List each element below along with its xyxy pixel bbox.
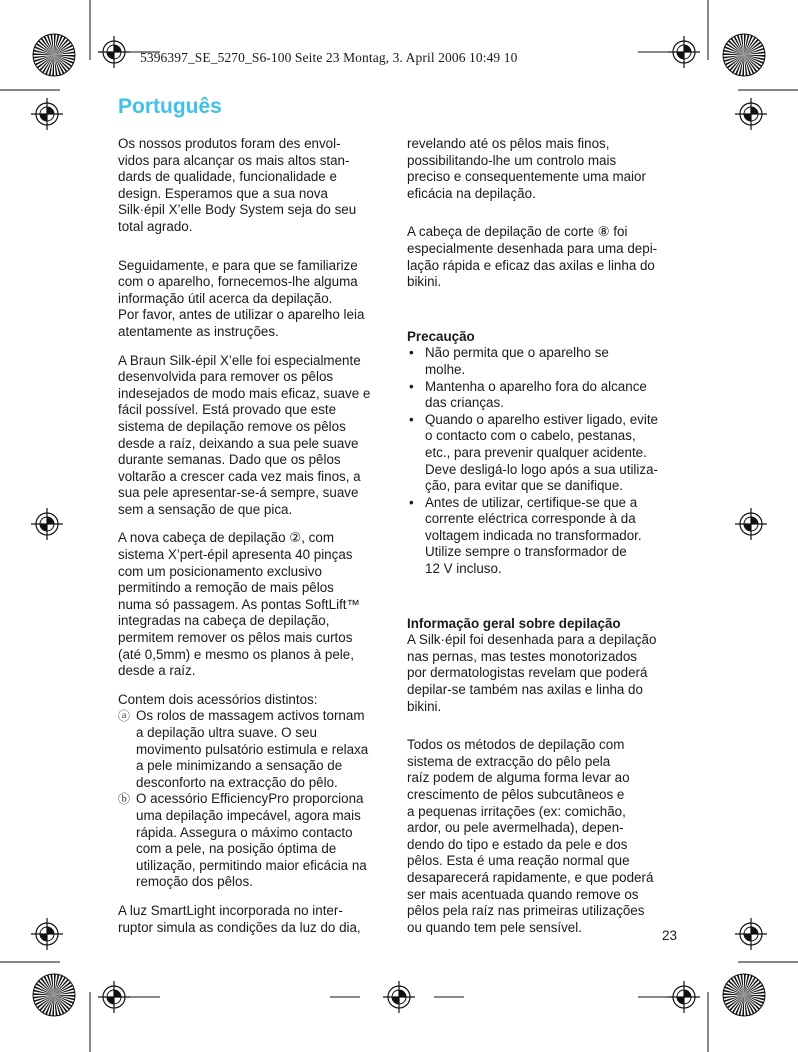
- caution-item: [407, 345, 679, 378]
- accessory-text: Os rolos de massagem activos tornam a depilação ultra suave. O seu movimento pulsatório estimula e relaxa a pele minimizando a sensação de desconforto na extracção do pêlo.: [136, 708, 369, 790]
- registration-crosshair-upper-left: [31, 98, 63, 130]
- accessory-item-efficiencypro: [118, 791, 388, 891]
- epilation-head-paragraph: A nova cabeça de depilação ②, com sistema X’pert-épil apresenta 40 pinças com um posicionamento exclusivo permitindo a remoção de mais pêlos numa só passagem. As pontas SoftLift™ integradas na cabeça de depilação, permitem remover os pêlos mais curtos (até 0,5mm) e mesmo os planos à pele, desde a raíz.: [118, 530, 360, 679]
- caution-text: Quando o aparelho estiver ligado, evite o contacto com o cabelo, pestanas, etc., para prevenir qualquer acidente. Deve desligá-lo logo após a sua utiliza- ção, para evitar que se danifique.: [425, 411, 659, 494]
- epilation-methods-paragraph: Todos os métodos de depilação com sistema de extracção do pêlo pela raíz podem de alguma forma levar ao crescimento de pêlos subcutâneos e a pequenas irritações (ex: comichão, ardor, ou pele avermelhada), depen- dendo do tipo e estado da pele e dos pêlos. Esta é uma reação normal que desaparecerá rapidamente, e que poderá ser mais acentuada quando remove os pêlos pela raíz nas primeiras utilizações ou quando tem pele sensível.: [407, 737, 654, 935]
- smartlight-paragraph: A luz SmartLight incorporada no inter- ruptor simula as condições da luz do dia,: [118, 902, 361, 935]
- cutting-head-paragraph: A cabeça de depilação de corte ⑧ foi especialmente desenhada para uma depi- lação rápida e eficaz das axilas e linha do bikini.: [407, 224, 658, 290]
- accessory-text: O acessório EfficiencyPro proporciona uma depilação impecável, agora mais rápida. Assegura o máximo contacto com a pele, na posição óptima de utilização, permitindo maior eficácia na remoção dos pêlos.: [136, 791, 367, 890]
- accessories-intro: Contem dois acessórios distintos:: [118, 691, 318, 707]
- registration-crosshair-lower-right: [735, 918, 767, 950]
- bullet-symbol: •: [409, 378, 414, 394]
- caution-list: [407, 345, 679, 577]
- caution-item: [407, 412, 679, 495]
- left-column: [118, 136, 388, 936]
- general-info-heading: Informação geral sobre depilação: [407, 615, 621, 631]
- registration-crosshair-upper-right: [735, 98, 767, 130]
- caution-text: Não permita que o aparelho se molhe.: [425, 345, 609, 377]
- caution-item: [407, 495, 679, 578]
- familiarize-paragraph: Seguidamente, e para que se familiarize com o aparelho, fornecemos-lhe alguma informação útil acerca da depilação. Por favor, antes de utilizar o aparelho leia atentamente as instruções.: [118, 257, 365, 339]
- page-number: 23: [662, 928, 678, 943]
- accessory-item-massage-rollers: [118, 708, 388, 791]
- bullet-symbol: •: [409, 494, 414, 510]
- caution-text: Antes de utilizar, certifique-se que a corrente eléctrica corresponde à da voltagem indicada no transformador. Utilize sempre o transformador de 12 V incluso.: [425, 494, 642, 577]
- general-info-paragraph: A Silk·épil foi desenhada para a depilação nas pernas, mas testes monotorizados por dermatologistas revelam que poderá depilar-se também nas axilas e linha do bikini.: [407, 632, 657, 714]
- caution-item: [407, 379, 679, 412]
- print-file-info: 5396397_SE_5270_S6-100 Seite 23 Montag, 3. April 2006 10:49 10: [140, 50, 518, 65]
- intro-paragraph: Os nossos produtos foram des envol- vidos para alcançar os mais altos stan- dards de qualidade, funcionalidade e design. Esperamos que a sua nova Silk·épil X’elle Body System seja do seu total agrado.: [118, 136, 357, 234]
- smartlight-paragraph-continued: revelando até os pêlos mais finos, possibilitando-lhe um controlo mais preciso e consequentemente uma maior eficácia na depilação.: [407, 136, 646, 201]
- registration-crosshair-lower-left: [31, 918, 63, 950]
- caution-heading: Precaução: [407, 328, 475, 344]
- registration-crosshair-middle-right: [735, 508, 767, 540]
- registration-crosshair-bottom-left: [98, 981, 130, 1013]
- accessory-marker: ⓑ: [118, 792, 131, 807]
- right-column: [407, 136, 679, 936]
- bullet-symbol: •: [409, 411, 414, 427]
- registration-crosshair-top-left: [98, 36, 130, 68]
- registration-crosshair-middle-left: [31, 508, 63, 540]
- registration-crosshair-bottom-center: [383, 981, 415, 1013]
- bullet-symbol: •: [409, 345, 414, 361]
- section-title: Português: [118, 95, 222, 118]
- registration-crosshair-top-right: [668, 36, 700, 68]
- registration-crosshair-bottom-right: [668, 981, 700, 1013]
- caution-text: Mantenha o aparelho fora do alcance das crianças.: [425, 378, 647, 411]
- accessory-marker: ⓐ: [118, 709, 131, 724]
- braun-description-paragraph: A Braun Silk-épil X’elle foi especialmente desenvolvida para remover os pêlos indesejados de modo mais eficaz, suave e fácil possível. Está provado que este sistema de depilação remove os pêlos desde a raíz, deixando a sua pele suave durante semanas. Dado que os pêlos voltarão a crescer cada vez mais finos, a sua pele apresentar-se-á sempre, suave sem a sensação de que pica.: [118, 352, 371, 517]
